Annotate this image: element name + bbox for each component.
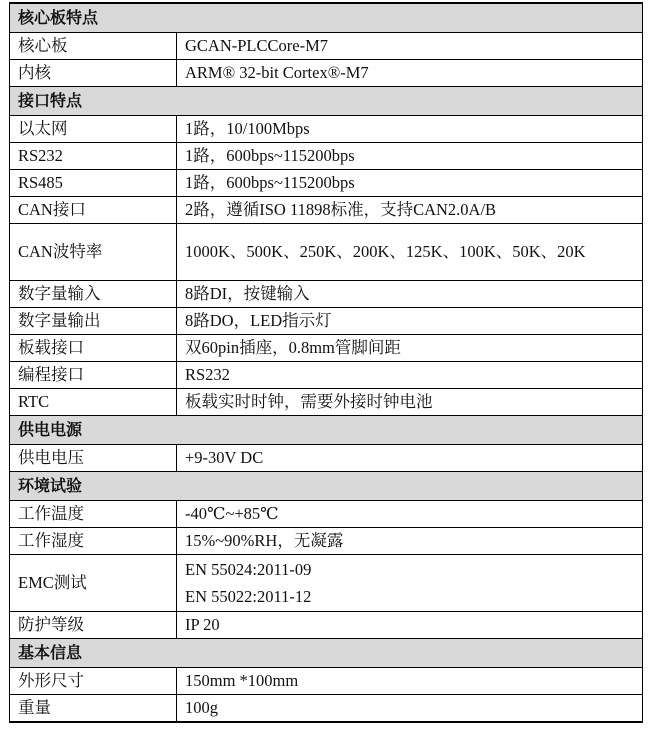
section-title-core: 核心板特点	[10, 3, 643, 33]
table-row	[10, 555, 643, 612]
row-key: 数字量输入	[10, 281, 177, 308]
section-title-basic: 基本信息	[10, 639, 643, 668]
row-key: RS232	[10, 143, 177, 170]
row-value-multiline	[177, 555, 643, 612]
row-key: 防护等级	[10, 612, 177, 639]
row-value: IP 20	[177, 612, 643, 639]
section-title-power: 供电电源	[10, 416, 643, 445]
row-key: RTC	[10, 389, 177, 416]
row-value: +9-30V DC	[177, 445, 643, 472]
table-row	[10, 33, 643, 60]
row-value: RS232	[177, 362, 643, 389]
table-row	[10, 612, 643, 639]
table-row	[10, 445, 643, 472]
table-row	[10, 197, 643, 224]
row-key: EMC测试	[10, 555, 177, 612]
table-row	[10, 335, 643, 362]
table-row	[10, 60, 643, 87]
table-row	[10, 695, 643, 723]
row-key: 编程接口	[10, 362, 177, 389]
row-value: 100g	[177, 695, 643, 723]
row-key: 以太网	[10, 116, 177, 143]
row-key: 核心板	[10, 33, 177, 60]
row-value: 15%~90%RH，无凝露	[177, 528, 643, 555]
section-title-environment: 环境试验	[10, 472, 643, 501]
row-value: 板载实时时钟，需要外接时钟电池	[177, 389, 643, 416]
table-row	[10, 281, 643, 308]
table-row	[10, 143, 643, 170]
row-key: 板载接口	[10, 335, 177, 362]
row-key: 外形尺寸	[10, 668, 177, 695]
section-header-power	[10, 416, 643, 445]
row-key: CAN接口	[10, 197, 177, 224]
table-row	[10, 116, 643, 143]
row-key: 供电电压	[10, 445, 177, 472]
row-value: 1000K、500K、250K、200K、125K、100K、50K、20K	[177, 224, 643, 281]
row-value: 1路，600bps~115200bps	[177, 170, 643, 197]
row-value: 1路，600bps~115200bps	[177, 143, 643, 170]
row-value: ARM® 32-bit Cortex®-M7	[177, 60, 643, 87]
row-key: 数字量输出	[10, 308, 177, 335]
emc-standard-line: EN 55024:2011-09	[185, 560, 312, 579]
row-key: 工作湿度	[10, 528, 177, 555]
table-row	[10, 528, 643, 555]
row-key: 内核	[10, 60, 177, 87]
row-key: CAN波特率	[10, 224, 177, 281]
row-value: 150mm *100mm	[177, 668, 643, 695]
spec-table	[9, 2, 643, 723]
table-row	[10, 362, 643, 389]
table-row	[10, 170, 643, 197]
table-row	[10, 308, 643, 335]
row-value: 双60pin插座，0.8mm管脚间距	[177, 335, 643, 362]
row-key: 重量	[10, 695, 177, 723]
row-value: 1路，10/100Mbps	[177, 116, 643, 143]
emc-standard-line: EN 55022:2011-12	[185, 587, 312, 606]
section-header-interface	[10, 87, 643, 116]
row-value: 2路，遵循ISO 11898标准，支持CAN2.0A/B	[177, 197, 643, 224]
section-title-interface: 接口特点	[10, 87, 643, 116]
section-header-environment	[10, 472, 643, 501]
table-row	[10, 389, 643, 416]
section-header-core	[10, 3, 643, 33]
row-value: 8路DI，按键输入	[177, 281, 643, 308]
row-key: 工作温度	[10, 501, 177, 528]
table-row	[10, 501, 643, 528]
row-key: RS485	[10, 170, 177, 197]
section-header-basic	[10, 639, 643, 668]
table-row	[10, 668, 643, 695]
row-value: 8路DO，LED指示灯	[177, 308, 643, 335]
row-value: -40℃~+85℃	[177, 501, 643, 528]
table-row	[10, 224, 643, 281]
row-value: GCAN-PLCCore-M7	[177, 33, 643, 60]
